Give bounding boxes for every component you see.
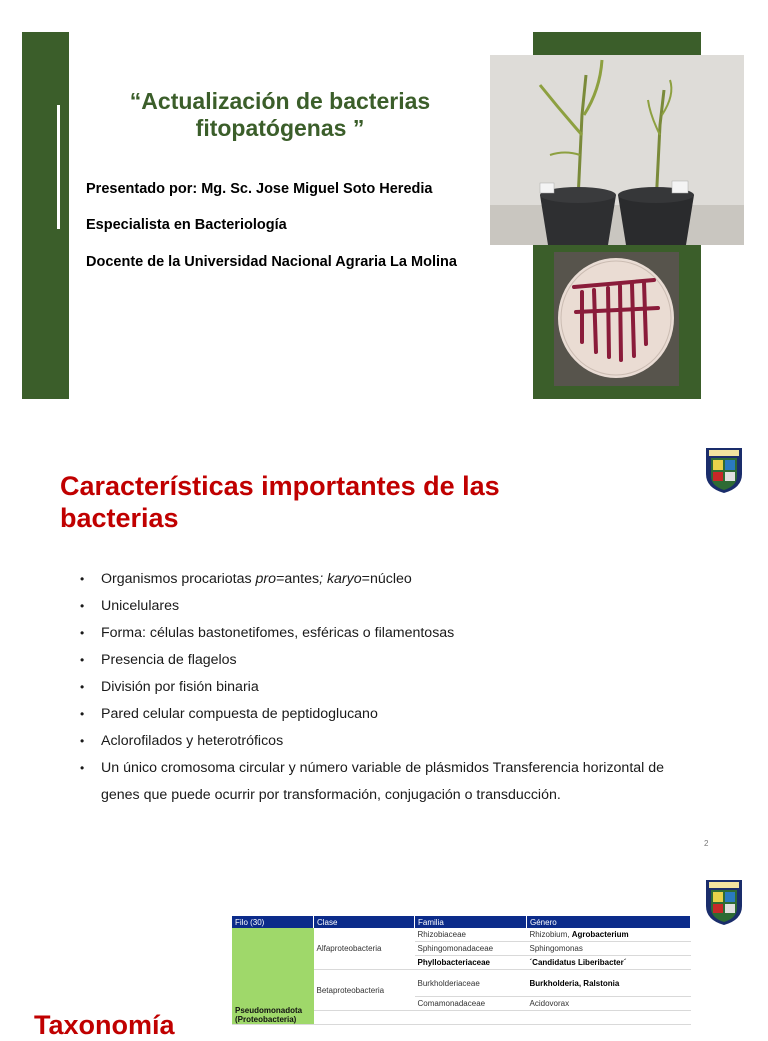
presenter-line: Presentado por: Mg. Sc. Jose Miguel Soto Heredia (86, 181, 433, 197)
characteristics-list (80, 566, 700, 809)
specialty-line: Especialista en Bacteriología (86, 217, 287, 233)
crest-shape (704, 878, 744, 926)
list-item-text: División por fisión binaria (101, 679, 259, 695)
petri-dish-photo (554, 252, 679, 386)
header-filo: Filo (30) (232, 916, 314, 928)
taxonomy-slide (0, 868, 768, 1040)
affiliation-line: Docente de la Universidad Nacional Agraria La Molina (86, 254, 457, 270)
list-item (80, 728, 700, 755)
university-crest-icon (704, 878, 744, 926)
list-item-text: ; (319, 571, 327, 587)
list-item (80, 593, 700, 620)
list-item-text: Unicelulares (101, 598, 180, 614)
list-item-text: Organismos procariotas (101, 571, 256, 587)
plants-photo (490, 55, 744, 245)
header-clase: Clase (314, 916, 415, 928)
list-item (80, 674, 700, 701)
list-item-text: karyo (326, 571, 362, 587)
phylum-cell: Pseudomonadota (Proteobacteria) (232, 928, 314, 1025)
list-item (80, 701, 700, 728)
class-cell (314, 1011, 415, 1025)
header-genero: Género (527, 916, 691, 928)
list-item-text: Aclorofilados y heterotróficos (101, 733, 284, 749)
slide-title: Características importantes de las bacterias (60, 471, 500, 533)
genus-cell (527, 1011, 691, 1025)
family-cell (415, 1011, 527, 1025)
family-cell: Rhizobiaceae (415, 928, 527, 942)
genus-cell: Sphingomonas (527, 942, 691, 956)
accent-line (57, 105, 60, 229)
crest-shape (704, 446, 744, 494)
plants-illustration (490, 55, 744, 245)
taxonomy-table (232, 916, 691, 1025)
list-item-text: pro (255, 571, 277, 587)
list-item (80, 755, 700, 809)
list-item (80, 566, 700, 593)
page-number: 2 (704, 839, 709, 848)
table-header-row (232, 916, 691, 928)
genus-cell (527, 928, 691, 942)
genus-text-bold: Agrobacterium (571, 930, 629, 939)
family-cell: Burkholderiaceae (415, 970, 527, 997)
genus-cell: Burkholderia, Ralstonia (527, 970, 691, 997)
header-familia: Familia (415, 916, 527, 928)
petri-dish-illustration (554, 252, 679, 386)
list-item-text: =antes (276, 571, 320, 587)
list-item (80, 647, 700, 674)
genus-cell: Acidovorax (527, 997, 691, 1011)
list-item (80, 620, 700, 647)
family-cell: Sphingomonadaceae (415, 942, 527, 956)
list-item-text: =núcleo (361, 571, 412, 587)
table-row (232, 928, 691, 942)
list-item-text: Pared celular compuesta de peptidoglucano (101, 706, 378, 722)
list-item-text: Presencia de flagelos (101, 652, 237, 668)
class-cell: Alfaproteobacteria (314, 928, 415, 970)
genus-cell: ´Candidatus Liberibacter´ (527, 956, 691, 970)
title-slide (0, 0, 768, 412)
list-item-text: Un único cromosoma circular y número variable de plásmidos Transferencia horizontal de genes que puede ocurrir por transformación, conjugación o transducción. (101, 760, 665, 803)
title-line-2: fitopatógenas ” (195, 115, 365, 141)
left-green-bar (22, 32, 69, 399)
characteristics-slide (0, 432, 768, 852)
list-item-text: Forma: células bastonetifomes, esféricas o filamentosas (101, 625, 455, 641)
presentation-title (80, 88, 480, 142)
class-cell: Betaproteobacteria (314, 970, 415, 1011)
family-cell: Phyllobacteriaceae (415, 956, 527, 970)
university-crest-icon (704, 446, 744, 494)
genus-text: Rhizobium, (529, 930, 572, 939)
family-cell: Comamonadaceae (415, 997, 527, 1011)
slide-title: Taxonomía (34, 1010, 175, 1040)
title-line-1: “Actualización de bacterias (129, 88, 431, 114)
